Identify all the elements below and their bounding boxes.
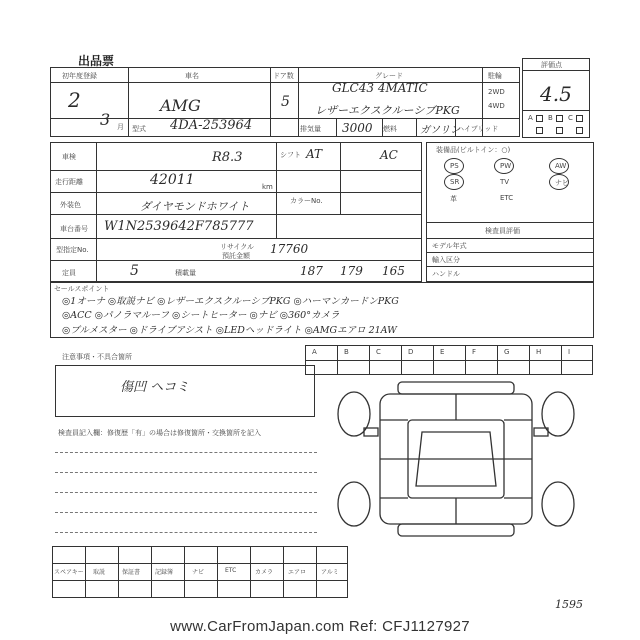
label-import-div: 輸入区分 — [432, 256, 460, 264]
label-km: km — [262, 183, 273, 191]
footer-label-5: ナビ — [192, 569, 205, 576]
label-type-no: 型指定No. — [56, 246, 89, 254]
footer-label-9: アルミ — [321, 569, 339, 576]
score-check-d — [536, 127, 543, 134]
grid-label-i: I — [568, 348, 571, 356]
label-inspection: 車検 — [62, 153, 76, 161]
drive-4wd: 4WD — [488, 102, 505, 110]
equip-circle-4 — [444, 174, 464, 190]
label-handle: ハンドル — [432, 270, 460, 278]
label-notes: 注意事項・不具合箇所 — [62, 353, 132, 361]
first-reg-month: 3 — [100, 110, 111, 129]
label-exterior: 外装色 — [60, 201, 81, 209]
equip-circle-1 — [444, 158, 464, 174]
label-equipment: 装備品(ビルトイン：○) — [436, 146, 511, 154]
ac-value: AC — [380, 148, 398, 162]
chassis-value: W1N2539642F785777 — [104, 219, 254, 234]
footer-label-2: 取説 — [93, 569, 106, 576]
score-check-b — [556, 115, 563, 122]
label-capacity: 定員 — [62, 269, 76, 277]
first-reg-year: 2 — [68, 88, 81, 112]
sales-line-3: ◎ブルメスター ◎ドライブアシスト ◎LEDヘッドライト ◎AMGエアロ 21AW — [62, 325, 397, 336]
recycle-value: 17760 — [270, 242, 309, 256]
label-first-reg: 初年度登録 — [62, 72, 97, 80]
equip-aw: AW — [555, 162, 567, 170]
label-grade: グレード — [375, 72, 403, 80]
equip-circle-5 — [549, 174, 569, 190]
equip-ps: PS — [450, 162, 459, 170]
label-shift-pos: 駐輪 — [488, 72, 502, 80]
rear-bumper — [398, 524, 514, 536]
dim-width: 179 — [340, 264, 363, 278]
equip-navi: ナビ — [555, 179, 569, 187]
wheel-rear-left — [338, 482, 370, 526]
equip-circle-3 — [549, 158, 569, 174]
grid-label-b: B — [344, 348, 349, 356]
footer-label-3: 保証書 — [122, 569, 141, 576]
label-color-no: カラーNo. — [290, 197, 323, 205]
front-bumper — [398, 382, 514, 394]
label-model: 型式 — [132, 125, 146, 133]
label-score: 評価点 — [541, 61, 562, 69]
footer-label-1: スペアキー — [54, 569, 84, 576]
sales-line-1: ◎1オーナ ◎取説ナビ ◎レザーエクスクルーシブPKG ◎ハーマンカードンPKG — [62, 296, 399, 307]
grid-label-c: C — [376, 348, 381, 356]
footer-label-4: 記録簿 — [155, 569, 174, 576]
label-recycle: リサイクル — [220, 243, 255, 251]
grid-label-d: D — [408, 348, 414, 356]
score-check-e — [556, 127, 563, 134]
dim-height: 165 — [382, 264, 405, 278]
footer-label-6: ETC — [225, 567, 237, 574]
score-main: 4.5 — [540, 82, 572, 106]
footer-label-7: カメラ — [255, 569, 274, 576]
equip-leather: 革 — [450, 195, 457, 203]
dim-length: 187 — [300, 264, 323, 278]
grid-label-h: H — [536, 348, 542, 356]
fuel-value: ガソリン — [420, 125, 460, 136]
label-chassis: 車台番号 — [60, 225, 88, 233]
equip-pw: PW — [500, 162, 512, 170]
grade-line1: GLC43 4MATIC — [332, 81, 428, 95]
maker-name: AMG — [160, 96, 201, 115]
label-inspector-note: 検査員記入欄：修復歴「有」の場合は修復箇所・交換箇所を記入 — [58, 429, 261, 437]
wheel-front-right — [542, 392, 574, 436]
displacement-value: 3000 — [342, 121, 373, 135]
score-grade-c: C — [568, 114, 573, 122]
score-check-a — [536, 115, 543, 122]
label-hybrid: ハイブリッド — [457, 125, 499, 133]
notes-value: 傷凹 ヘコミ — [120, 380, 190, 395]
label-displacement: 排気量 — [300, 125, 321, 133]
label-inspector-eval: 検査員評価 — [485, 227, 520, 235]
label-model-year: モデル年式 — [432, 242, 467, 250]
watermark-text: www.CarFromJapan.com Ref: CFJ1127927 — [170, 618, 470, 635]
wheel-front-left — [338, 392, 370, 436]
grid-label-e: E — [440, 348, 445, 356]
grid-label-g: G — [504, 348, 510, 356]
label-load: 積載量 — [175, 269, 196, 277]
label-shift: シフト — [280, 151, 301, 159]
equip-tv: TV — [500, 178, 510, 186]
label-recycle-sub: 預託金額 — [222, 252, 250, 260]
label-maker: 車名 — [185, 72, 199, 80]
grid-label-f: F — [472, 348, 477, 356]
sales-line-2: ◎ACC ◎パノラマルーフ ◎シートヒーター ◎ナビ ◎360°カメラ — [62, 310, 340, 321]
label-fuel: 燃料 — [383, 125, 397, 133]
shift-value: AT — [306, 147, 323, 161]
equip-sr: SR — [450, 178, 460, 186]
grade-line2: レザーエクスクルーシブPKG — [315, 104, 460, 117]
mileage-value: 42011 — [150, 172, 195, 188]
footer-label-8: エアロ — [288, 569, 307, 576]
label-sales-points: セールスポイント — [54, 285, 110, 293]
score-grade-a: A — [528, 114, 533, 122]
equip-circle-2 — [494, 158, 514, 174]
label-doors: ドア数 — [273, 72, 294, 80]
equip-etc: ETC — [500, 194, 514, 202]
month-unit: 月 — [117, 123, 124, 131]
car-damage-diagram — [318, 378, 594, 540]
capacity-value: 5 — [130, 263, 139, 279]
score-check-f — [576, 127, 583, 134]
wheel-rear-right — [542, 482, 574, 526]
score-grade-b: B — [548, 114, 553, 122]
model-code: 4DA-253964 — [170, 118, 253, 133]
doors-value: 5 — [281, 94, 290, 110]
inspection-value: R8.3 — [212, 150, 243, 165]
label-mileage: 走行距離 — [55, 178, 83, 186]
score-check-c — [576, 115, 583, 122]
sheet-title: 出品票 — [78, 54, 115, 68]
page-stamp: 1595 — [555, 598, 583, 611]
exterior-value: ダイヤモンドホワイト — [140, 200, 250, 213]
drive-2wd: 2WD — [488, 88, 505, 96]
grid-label-a: A — [312, 348, 317, 356]
